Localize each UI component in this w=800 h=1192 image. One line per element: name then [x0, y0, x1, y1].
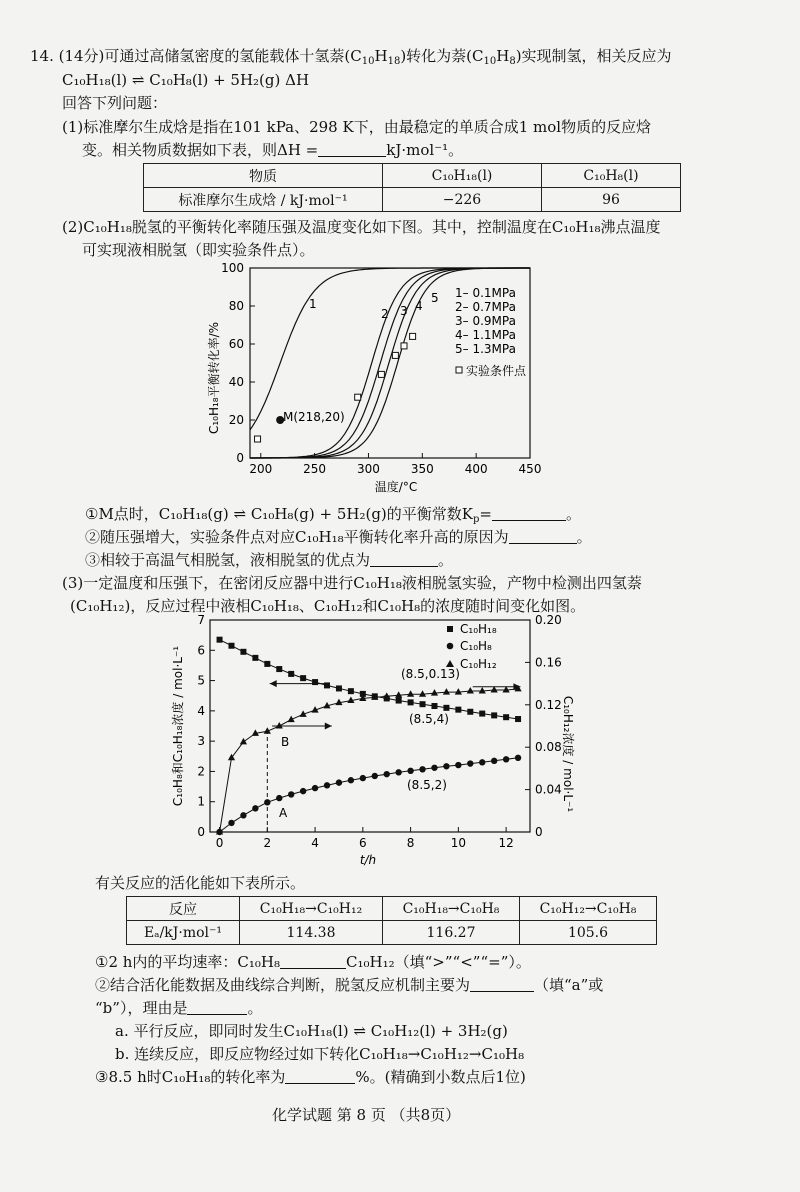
c8-point [288, 791, 294, 797]
c12-point [407, 690, 414, 697]
experiment-point [401, 343, 407, 349]
c18-point [348, 688, 354, 694]
table-cell: 116.27 [383, 921, 520, 945]
answer-blank-kp[interactable] [492, 506, 566, 521]
x-tick-label: 2 [263, 836, 272, 850]
c8-point [431, 765, 437, 771]
c12-point [479, 687, 486, 694]
c18-point [420, 701, 426, 707]
part3-line1: (3)一定温度和压强下，在密闭反应器中进行C₁₀H₁₈液相脱氢实验，产物中检测出四氢萘 [62, 574, 642, 592]
c8-point [467, 760, 473, 766]
part2-q2: ②随压强增大，实验条件点对应C₁₀H₁₈平衡转化率升高的原因为 。 [85, 528, 592, 546]
legend-item: 3– 0.9MPa [455, 314, 516, 328]
legend-item: 2– 0.7MPa [455, 300, 516, 314]
c18-point [467, 709, 473, 715]
y-right-tick-label: 0.20 [535, 613, 562, 627]
m-point-label: M(218,20) [283, 410, 345, 424]
c8-point [515, 755, 521, 761]
y-right-tick-label: 0.12 [535, 697, 562, 712]
answer-blank-reason[interactable] [509, 529, 577, 544]
part1-line2: 变。相关物质数据如下表，则ΔH = kJ·mol⁻¹。 [82, 141, 464, 159]
c12-point [455, 688, 462, 695]
y-tick-label: 0 [236, 451, 244, 465]
x-tick-label: 6 [359, 836, 367, 850]
legend-square-icon [447, 626, 453, 632]
x-tick-label: 200 [249, 462, 273, 476]
c18-point [288, 671, 294, 677]
c8-point [455, 762, 461, 768]
c18-point [491, 712, 497, 718]
legend-item: C₁₀H₁₂ [460, 657, 497, 671]
experiment-point [355, 394, 361, 400]
x-tick-label: 8 [406, 836, 415, 850]
annotation-c18: (8.5,4) [409, 712, 449, 726]
c8-point [419, 766, 425, 772]
c18-point [443, 705, 449, 711]
c18-point [252, 655, 258, 661]
point-a-label: A [279, 806, 288, 820]
c8-point [503, 756, 509, 762]
c12-point [419, 690, 426, 697]
c8-point [384, 771, 390, 777]
c18-point [217, 637, 223, 643]
experiment-point [378, 371, 384, 377]
c8-point [324, 782, 330, 788]
curve-label-1: 1 [309, 297, 317, 311]
part2-q3: ③相较于高温气相脱氢，液相脱氢的优点为 。 [85, 551, 454, 569]
annotation-c12: (8.5,0.13) [401, 667, 460, 681]
series-line-2 [220, 689, 518, 832]
c18-point [264, 661, 270, 667]
y-tick-label: 5 [197, 673, 205, 688]
answer-blank-mechanism[interactable] [470, 977, 534, 992]
table-header: 物质 [144, 164, 383, 188]
c8-point [479, 759, 485, 765]
question-header: 14. (14分)可通过高储氢密度的氢能载体十氢萘$(C_{10}H_{18})$转化为萘$(C_{10}H_8)$实现制氢，相关反应为 [30, 47, 672, 67]
x-tick-label: 400 [464, 462, 488, 476]
table-cell: 96 [542, 188, 681, 212]
table-header: 反应 [127, 897, 240, 921]
part3-q3: ③8.5 h时C₁₀H₁₈的转化率为 %。(精确到小数点后1位) [95, 1068, 526, 1086]
x-tick-label: 4 [311, 836, 319, 850]
x-tick-label: 350 [410, 462, 434, 476]
c8-point [372, 773, 378, 779]
main-reaction: C₁₀H₁₈(l) ⇌ C₁₀H₈(l) + 5H₂(g) ΔH [62, 71, 310, 89]
c8-point [443, 763, 449, 769]
curve-label-3: 3 [400, 304, 408, 318]
part2-line1: (2)C₁₀H₁₈脱氢的平衡转化率随压强及温度变化如下图。其中，控制温度在C₁₀H₁₈沸点温度 [62, 218, 661, 236]
part1-line1: (1)标准摩尔生成焓是指在101 kPa、298 K下，由最稳定的单质合成1 mol物质的反应焓 [62, 118, 652, 136]
experiment-point [410, 333, 416, 339]
c18-point [408, 699, 414, 705]
legend-item: 1– 0.1MPa [455, 286, 516, 300]
part3-q2-cont: “b”），理由是 。 [95, 999, 263, 1017]
table-header: C₁₀H₁₈→C₁₀H₁₂ [240, 897, 383, 921]
c12-point [276, 722, 283, 729]
y-tick-label: 20 [228, 413, 244, 427]
y-tick-label: 0 [197, 825, 205, 839]
x-tick-label: 0 [215, 836, 224, 850]
chart2-ylabel-right: C₁₀H₁₂浓度 / mol·L⁻¹ [561, 695, 575, 813]
x-tick-label: 12 [498, 836, 514, 850]
table-cell: −226 [383, 188, 542, 212]
legend-circle-icon [447, 643, 454, 650]
c12-point [395, 691, 402, 698]
instruction: 回答下列问题： [62, 94, 168, 112]
c18-point [336, 685, 342, 691]
experiment-point [255, 436, 261, 442]
answer-blank-why[interactable] [187, 1000, 247, 1015]
table-header: C₁₀H₈(l) [542, 164, 681, 188]
answer-blank-conversion[interactable] [285, 1069, 355, 1084]
c8-point [252, 805, 258, 811]
c8-point [240, 812, 246, 818]
table-header: C₁₀H₁₈(l) [383, 164, 542, 188]
table-cell: 105.6 [520, 921, 657, 945]
c8-point [395, 769, 401, 775]
page-footer: 化学试题 第 8 页 （共8页） [272, 1106, 461, 1124]
legend-item: 实验条件点 [466, 364, 527, 378]
table-cell: 114.38 [240, 921, 383, 945]
part2-q1: ①M点时，C₁₀H₁₈(g) ⇌ C₁₀H₈(g) + 5H₂(g)的平衡常数$K_p=$ 。 [85, 505, 581, 525]
legend-triangle-icon [446, 660, 454, 667]
experiment-point [392, 352, 398, 358]
y-tick-label: 60 [228, 337, 244, 351]
c18-point [515, 716, 521, 722]
y-tick-label: 80 [228, 299, 244, 313]
c18-point [396, 698, 402, 704]
chart1-xlabel: 温度/°C [374, 480, 418, 494]
part3-line2: (C₁₀H₁₂)，反应过程中液相C₁₀H₁₈、C₁₀H₁₂和C₁₀H₈的浓度随时间变化如图。 [70, 597, 586, 615]
answer-blank-rate[interactable] [280, 954, 346, 969]
part2-line2: 可实现液相脱氢（即实验条件点）。 [82, 241, 315, 259]
option-b: b. 连续反应，即反应物经过如下转化C₁₀H₁₈→C₁₀H₁₂→C₁₀H₈ [115, 1045, 525, 1063]
y-right-tick-label: 0.08 [535, 740, 562, 755]
y-tick-label: 3 [197, 734, 205, 749]
table-header: C₁₀H₁₈→C₁₀H₈ [383, 897, 520, 921]
c8-point [491, 758, 497, 764]
y-tick-label: 7 [197, 613, 205, 627]
equilibrium-chart [200, 258, 560, 498]
arrow-c12-head [325, 723, 332, 730]
y-tick-label: 6 [197, 643, 205, 658]
activation-table-intro: 有关反应的活化能如下表所示。 [95, 874, 306, 892]
c12-point [240, 738, 247, 745]
legend-item: 5– 1.3MPa [455, 342, 516, 356]
y-right-tick-label: 0.04 [535, 782, 562, 797]
part3-q2: ②结合活化能数据及曲线综合判断，脱氢反应机制主要为 （填“a”或 [95, 976, 604, 994]
legend-item: C₁₀H₈ [460, 639, 492, 653]
y-tick-label: 2 [197, 764, 205, 779]
c8-point [348, 777, 354, 783]
activation-energy-table [126, 896, 657, 945]
c18-point [240, 649, 246, 655]
curve-label-2: 2 [381, 307, 389, 321]
c18-point [431, 703, 437, 709]
x-tick-label: 300 [357, 462, 380, 476]
series-line-1 [220, 758, 518, 832]
y-right-tick-label: 0.16 [535, 655, 562, 670]
curve-label-4: 4 [415, 299, 423, 313]
x-tick-label: 450 [518, 462, 542, 476]
c18-point [479, 711, 485, 717]
c18-point [503, 714, 509, 720]
c8-point [407, 768, 413, 774]
part3-q1: ①2 h内的平均速率：C₁₀H₈ C₁₀H₁₂（填“>”“<”“=”）。 [95, 953, 531, 971]
enthalpy-table [143, 163, 681, 212]
c8-point [336, 779, 342, 785]
c8-point [360, 775, 366, 781]
concentration-chart [160, 612, 600, 874]
table-header: C₁₀H₁₂→C₁₀H₈ [520, 897, 657, 921]
c18-point [228, 643, 234, 649]
y-tick-label: 40 [228, 375, 244, 389]
c8-point [312, 785, 318, 791]
y-tick-label: 4 [197, 703, 205, 718]
c12-point [467, 687, 474, 694]
y-tick-label: 100 [221, 261, 244, 275]
y-right-tick-label: 0 [535, 825, 543, 839]
answer-blank-advantage[interactable] [370, 552, 438, 567]
c18-point [276, 666, 282, 672]
answer-blank-dh[interactable] [318, 142, 386, 157]
x-tick-label: 250 [303, 462, 327, 476]
arrow-c18-head [270, 680, 277, 687]
curve-label-5: 5 [431, 291, 439, 305]
chart2-ylabel-left: C₁₀H₈和C₁₀H₁₈浓度 / mol·L⁻¹ [171, 645, 185, 807]
c18-point [455, 707, 461, 713]
table-cell: 标准摩尔生成焓 / kJ·mol⁻¹ [144, 188, 383, 212]
legend-item: C₁₀H₁₈ [460, 622, 497, 636]
legend-item: 4– 1.1MPa [455, 328, 516, 342]
c18-point [300, 675, 306, 681]
point-b-label: B [281, 735, 290, 749]
table-cell: Eₐ/kJ·mol⁻¹ [127, 921, 240, 945]
chart2-xlabel: t/h [359, 853, 377, 867]
chart1-ylabel: C₁₀H₁₈平衡转化率/% [207, 321, 221, 435]
c8-point [276, 795, 282, 801]
legend-marker-icon [456, 367, 462, 373]
c8-point [300, 788, 306, 794]
annotation-c8: (8.5,2) [407, 778, 447, 792]
c12-point [443, 688, 450, 695]
option-a: a. 平行反应，即同时发生C₁₀H₁₈(l) ⇌ C₁₀H₁₂(l) + 3H₂(g) [115, 1022, 508, 1040]
c8-point [228, 820, 234, 826]
c18-point [312, 679, 318, 685]
x-tick-label: 10 [450, 836, 466, 850]
y-tick-label: 1 [197, 794, 205, 809]
